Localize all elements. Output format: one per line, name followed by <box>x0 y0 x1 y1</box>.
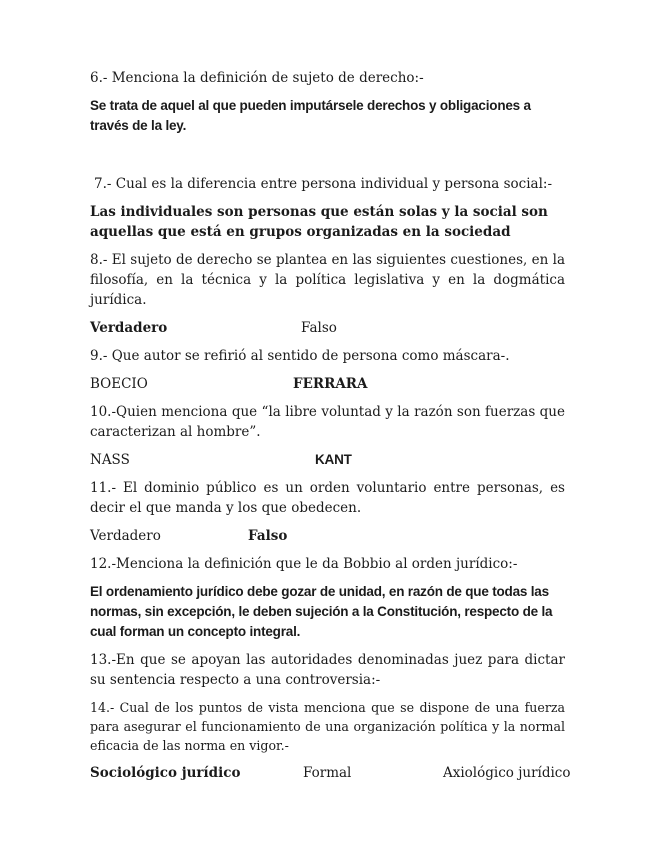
option-kant: KANT <box>315 452 352 467</box>
options-row-8 <box>90 318 565 338</box>
options-row-14 <box>90 763 571 783</box>
option-falso: Falso <box>301 320 337 336</box>
question-7: 7.- Cual es la diferencia entre persona individual y persona social:- <box>94 176 553 192</box>
option-axiologico-juridico: Axiológico jurídico <box>443 765 571 781</box>
question-13: 13.-En que se apoyan las autoridades denominadas juez para dictar su sentencia respecto a una controversia:- <box>90 652 565 688</box>
option-sociologico-juridico: Sociológico jurídico <box>90 765 241 781</box>
question-9: 9.- Que autor se refirió al sentido de persona como máscara-. <box>90 348 510 364</box>
answer-7: Las individuales son personas que están solas y la social son aquellas que está en grupos organizadas en la sociedad <box>90 204 548 240</box>
options-row-9 <box>90 374 565 394</box>
option-falso: Falso <box>248 528 288 544</box>
question-6: 6.- Menciona la definición de sujeto de derecho:- <box>90 70 424 86</box>
option-boecio: BOECIO <box>90 376 148 392</box>
options-row-10 <box>90 450 565 470</box>
question-12: 12.-Menciona la definición que le da Bobbio al orden jurídico:- <box>90 556 518 572</box>
option-verdadero: Verdadero <box>90 320 168 336</box>
question-11: 11.- El dominio público es un orden voluntario entre personas, es decir el que manda y los que obedecen. <box>90 480 565 516</box>
answer-12: El ordenamiento jurídico debe gozar de unidad, en razón de que todas las normas, sin excepción, le deben sujeción a la Constitución, respecto de la cual forman un concepto integral. <box>90 584 553 639</box>
option-ferrara: FERRARA <box>293 376 368 392</box>
options-row-11 <box>90 526 565 546</box>
option-formal: Formal <box>303 765 352 781</box>
option-nass: NASS <box>90 452 130 468</box>
question-10: 10.-Quien menciona que “la libre voluntad y la razón son fuerzas que caracterizan al hombre”. <box>90 404 565 440</box>
question-8: 8.- El sujeto de derecho se plantea en las siguientes cuestiones, en la filosofía, en la técnica y la política legislativa y en la dogmática jurídica. <box>90 252 565 308</box>
option-verdadero: Verdadero <box>90 528 161 544</box>
question-14: 14.- Cual de los puntos de vista menciona que se dispone de una fuerza para asegurar el funcionamiento de una organización política y la normal eficacia de las norma en vigor.- <box>90 700 565 753</box>
answer-6: Se trata de aquel al que pueden imputársele derechos y obligaciones a través de la ley. <box>90 98 531 133</box>
